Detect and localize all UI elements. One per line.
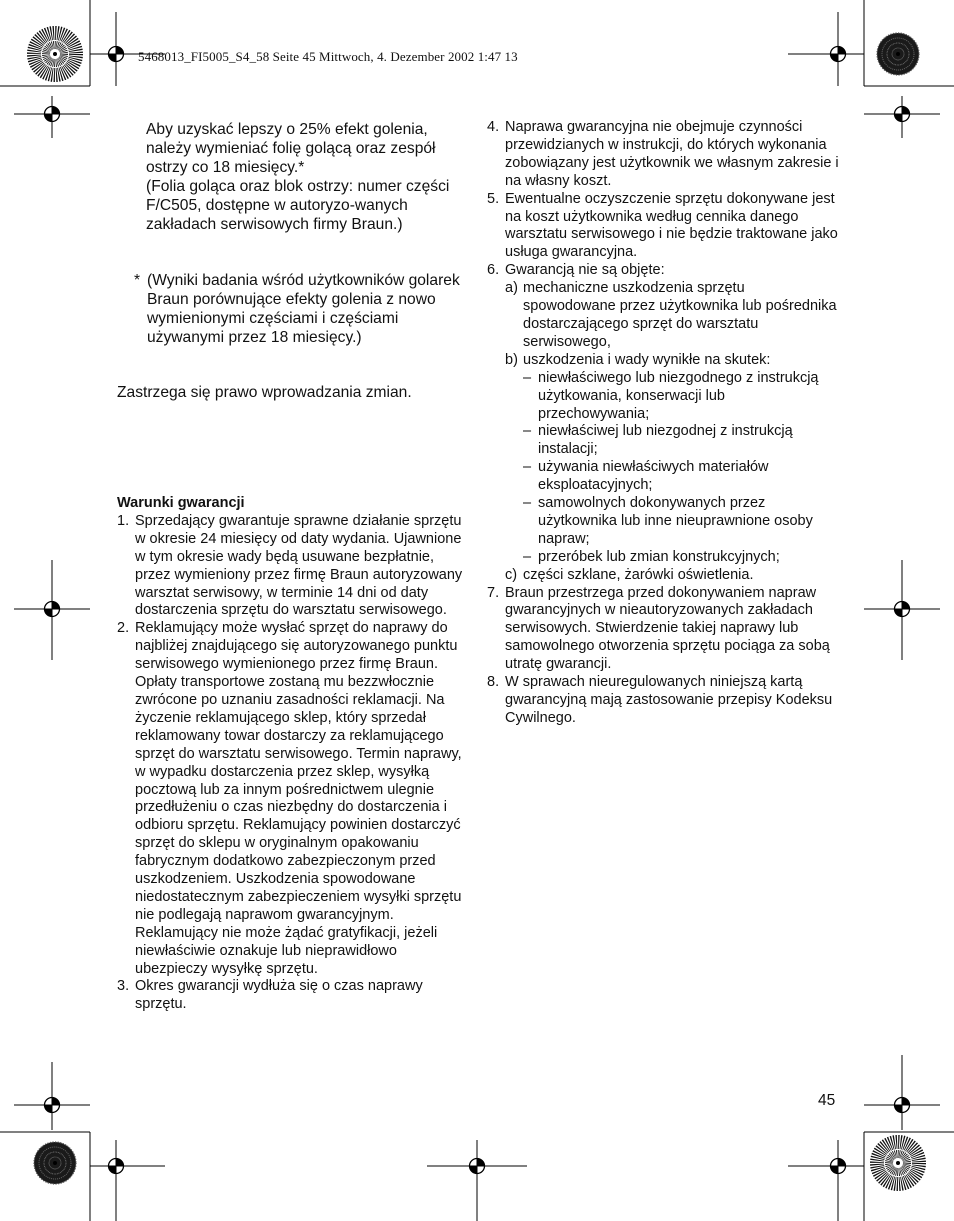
- warranty-heading: Warunki gwarancji: [117, 495, 245, 511]
- dash-item-text: niewłaściwego lub niezgodnego z instrukcją użytkowania, konserwacji lub przechowywania;: [538, 369, 819, 422]
- warranty-item: [487, 191, 839, 263]
- sub-item-label: c): [505, 566, 518, 583]
- sub-item-a: [505, 280, 839, 352]
- item-text-continued: Opłaty transportowe zostaną mu bezzwłocznie zwrócone po uznaniu zasadności reklamacji. Na życzenie reklamującego sklep, który sprzedał reklamowany towar dostarczy za reklamującego sprzęt do warsztatu serwisowego. Termin naprawy, w wypadku dostarczenia przez sklep, wysyłką pocztową lub za innym pośrednictwem ulegnie przedłużeniu o czas niezbędny do dostarczenia i odbioru sprzętu. Reklamujący powinien dostarczyć sprzęt do sklepu w oryginalnym opakowaniu fabrycznym dodatkowo zabezpieczonym przed uszkodzeniem. Uszkodzenia spowodowane niedostatecznym zabezpieczeniem wysyłki sprzętu nie podlegają naprawom gwarancyjnym. Reklamujący nie może żądać gratyfikacji, jeżeli niewłaściwie oznakuje lub nieprawidłowo ubezpieczy wysyłkę sprzętu.: [135, 674, 462, 977]
- footnote: [134, 271, 470, 347]
- dash-marker: –: [523, 369, 532, 386]
- item-number: 2.: [117, 620, 130, 637]
- item-text: Gwarancją nie są objęte:: [505, 262, 665, 279]
- warranty-item: [487, 674, 839, 728]
- warranty-item: [487, 585, 839, 675]
- dash-list-item: [523, 549, 839, 567]
- warranty-item: [117, 513, 467, 620]
- dash-list-item: [523, 423, 839, 459]
- sub-item-text: części szklane, żarówki oświetlenia.: [523, 566, 754, 583]
- dash-item-text: przeróbek lub zmian konstrukcyjnych;: [538, 548, 780, 565]
- warranty-left-column: [117, 495, 467, 1014]
- sub-item-label: a): [505, 280, 518, 297]
- item-text: Reklamujący może wysłać sprzęt do naprawy do najbliżej znajdującego się autoryzowanego punktu serwisowego wymienionego przez firmę Braun.: [135, 620, 458, 673]
- item-number: 6.: [487, 262, 500, 279]
- replacement-advice: [146, 120, 468, 234]
- page-number: 45: [818, 1092, 836, 1109]
- item-text: Sprzedający gwarantuje sprawne działanie sprzętu w okresie 24 miesięcy od daty wydania. Ujawnione w tym okresie wady będą usuwane bezpłatnie, przez wymieniony przez firmę Braun autoryzowany warsztat serwisowy, w terminie 14 dni od daty dostarczenia sprzętu do warsztatu serwisowego.: [135, 512, 463, 619]
- sub-item-text: mechaniczne uszkodzenia sprzętu spowodowane przez użytkownika lub pośrednika dostarczającego sprzęt do warsztatu serwisowego,: [523, 280, 837, 350]
- sub-item-label: b): [505, 351, 518, 368]
- dash-marker: –: [523, 548, 532, 565]
- warranty-item: [487, 262, 839, 584]
- item-number: 4.: [487, 119, 500, 135]
- item-number: 5.: [487, 190, 500, 207]
- parts-note: (Folia goląca oraz blok ostrzy: numer części F/C505, dostępne w autoryzo-wanych zakładach serwisowych firmy Braun.): [146, 178, 450, 233]
- dash-list-item: [523, 370, 839, 424]
- dash-item-text: samowolnych dokonywanych przez użytkownika lub inne nieuprawnione osoby napraw;: [538, 495, 813, 547]
- dash-item-text: niewłaściwej lub niezgodnej z instrukcją instalacji;: [538, 423, 793, 458]
- item-number: 8.: [487, 674, 500, 691]
- replacement-text: Aby uzyskać lepszy o 25% efekt golenia, należy wymieniać folię golącą oraz zespół ostrzy co 18 miesięcy.*: [146, 121, 436, 176]
- footnote-text: (Wyniki badania wśród użytkowników golarek Braun porównujące efekty golenia z nowo wymienionymi częściami i częściami używanymi przez 18 miesięcy.): [147, 272, 460, 346]
- dash-marker: –: [523, 459, 532, 476]
- dash-marker: –: [523, 495, 532, 512]
- item-text: Braun przestrzega przed dokonywaniem napraw gwarancyjnych w nieautoryzowanych zakładach serwisowych. Stwierdzenie takiej naprawy lub samowolnego otworzenia sprzętu pociąga za sobą utratę gwarancji.: [505, 584, 830, 673]
- item-text: Ewentualne oczyszczenie sprzętu dokonywane jest na koszt użytkownika według cennika danego warsztatu serwisowego i nie będzie traktowane jako usługa gwarancyjna.: [505, 190, 838, 261]
- warranty-right-column: [487, 119, 839, 728]
- warranty-item: [117, 620, 467, 978]
- dash-list-item: [523, 459, 839, 495]
- sub-item-text: uszkodzenia i wady wynikłe na skutek:: [523, 351, 771, 368]
- sub-item-c: [505, 567, 839, 585]
- sub-item-b: [505, 352, 839, 370]
- dash-list-item: [523, 495, 839, 549]
- print-slug: 5468013_FI5005_S4_58 Seite 45 Mittwoch, 4. Dezember 2002 1:47 13: [138, 49, 518, 64]
- item-text: W sprawach nieuregulowanych niniejszą kartą gwarancyjną mają zastosowanie przepisy Kodeksu Cywilnego.: [505, 674, 833, 726]
- item-number: 1.: [117, 512, 130, 529]
- reservation-note: Zastrzega się prawo wprowadzania zmian.: [117, 384, 412, 401]
- item-text: Naprawa gwarancyjna nie obejmuje czynności przewidzianych w instrukcji, do których wykonania zobowiązany jest użytkownik we własnym zakresie i na własny koszt.: [505, 119, 839, 189]
- item-text: Okres gwarancji wydłuża się o czas naprawy sprzętu.: [135, 978, 423, 1013]
- footnote-marker: *: [134, 272, 141, 289]
- warranty-item: [487, 119, 839, 191]
- warranty-item: [117, 978, 467, 1014]
- dash-item-text: używania niewłaściwych materiałów eksploatacyjnych;: [538, 459, 769, 494]
- item-number: 3.: [117, 978, 130, 995]
- dash-marker: –: [523, 423, 532, 440]
- item-number: 7.: [487, 584, 500, 601]
